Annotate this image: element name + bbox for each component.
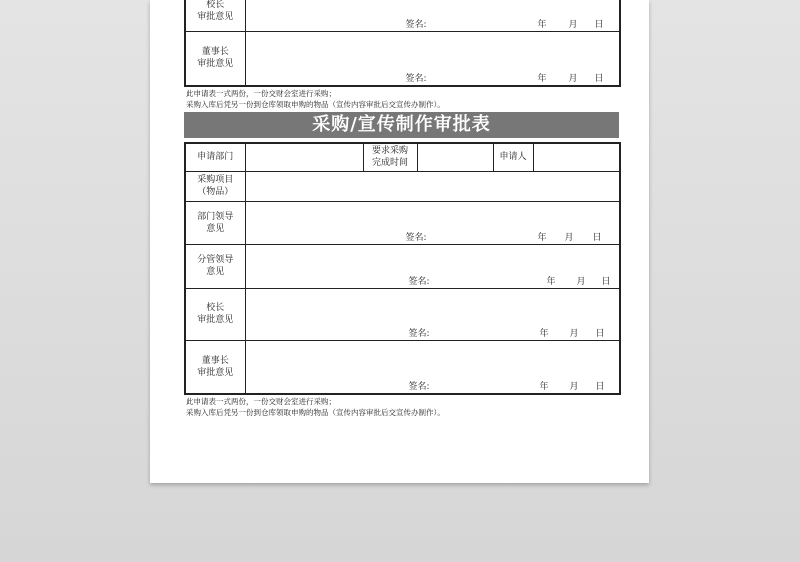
day-label: 日 bbox=[592, 232, 602, 243]
supervisor-sign-line bbox=[246, 274, 620, 286]
applicant-dept-field[interactable] bbox=[245, 143, 363, 171]
principal-sign-line bbox=[246, 326, 620, 338]
dept-leader-sign-line bbox=[246, 230, 620, 242]
day-label: 日 bbox=[595, 328, 605, 339]
item-field[interactable] bbox=[245, 171, 620, 201]
required-time-label-line1: 要求采购 bbox=[371, 146, 408, 157]
item-label-line1: 采购项目 bbox=[197, 175, 234, 185]
top-chairman-label-line2: 审批意见 bbox=[197, 59, 234, 70]
dept-leader-label bbox=[185, 201, 245, 244]
required-time-field[interactable] bbox=[417, 143, 493, 171]
sign-label: 签名: bbox=[405, 19, 427, 30]
top-chairman-row bbox=[185, 31, 620, 86]
top-chairman-label bbox=[185, 31, 245, 86]
chairman-label bbox=[185, 340, 245, 394]
top-chairman-sign-line bbox=[246, 71, 620, 83]
supervisor-label-line2: 意见 bbox=[206, 267, 225, 277]
day-label: 日 bbox=[601, 276, 611, 287]
principal-label bbox=[185, 288, 245, 340]
sign-label: 签名: bbox=[408, 276, 430, 287]
dept-leader-opinion-cell[interactable] bbox=[245, 201, 620, 244]
dept-leader-label-line2: 意见 bbox=[206, 223, 225, 234]
top-principal-label-line1: 校长 bbox=[206, 0, 225, 11]
day-label: 日 bbox=[594, 19, 604, 30]
item-label-line2: （物品） bbox=[197, 187, 234, 197]
principal-label-line2: 审批意见 bbox=[197, 315, 234, 325]
main-approval-table bbox=[184, 142, 621, 395]
day-label: 日 bbox=[595, 382, 605, 392]
bottom-note-line2: 采购入库后凭另一份到仓库领取申购的物品（宣传内容审批后交宣传办制作）。 bbox=[186, 408, 445, 417]
year-label: 年 bbox=[539, 382, 549, 392]
principal-row bbox=[185, 288, 620, 340]
applicant-label: 申请人 bbox=[493, 143, 533, 171]
sign-label: 签名: bbox=[405, 74, 427, 84]
required-time-label-line2: 完成时间 bbox=[371, 158, 408, 169]
form-title: 采购/宣传制作审批表 bbox=[184, 112, 619, 138]
bottom-note bbox=[186, 396, 445, 418]
sign-label: 签名: bbox=[408, 382, 430, 392]
top-principal-sign-line bbox=[246, 17, 620, 29]
month-label: 月 bbox=[568, 74, 578, 84]
sign-label: 签名: bbox=[405, 232, 427, 243]
year-label: 年 bbox=[537, 19, 547, 30]
applicant-dept-label: 申请部门 bbox=[185, 143, 245, 171]
month-label: 月 bbox=[576, 276, 586, 287]
chairman-label-line1: 董事长 bbox=[201, 355, 229, 366]
month-label: 月 bbox=[568, 19, 578, 30]
sign-label: 签名: bbox=[408, 328, 430, 339]
month-label: 月 bbox=[564, 232, 574, 243]
chairman-row bbox=[185, 340, 620, 394]
year-label: 年 bbox=[537, 74, 547, 84]
principal-opinion-cell[interactable] bbox=[245, 288, 620, 340]
item-label bbox=[185, 171, 245, 201]
month-label: 月 bbox=[569, 328, 579, 339]
top-principal-label bbox=[185, 0, 245, 31]
top-approval-table bbox=[184, 0, 621, 87]
year-label: 年 bbox=[546, 276, 556, 287]
top-principal-label-line2: 审批意见 bbox=[197, 12, 234, 23]
year-label: 年 bbox=[539, 328, 549, 339]
supervisor-label-line1: 分管领导 bbox=[197, 255, 234, 265]
supervisor-row bbox=[185, 244, 620, 288]
item-row bbox=[185, 171, 620, 201]
top-principal-opinion-cell[interactable] bbox=[245, 0, 620, 31]
top-note bbox=[186, 88, 445, 110]
bottom-note-line1: 此申请表一式两份，一份交财会室进行采购； bbox=[186, 397, 336, 406]
year-label: 年 bbox=[537, 232, 547, 243]
top-chairman-opinion-cell[interactable] bbox=[245, 31, 620, 86]
supervisor-opinion-cell[interactable] bbox=[245, 244, 620, 288]
month-label: 月 bbox=[569, 382, 579, 392]
header-row bbox=[185, 143, 620, 171]
top-note-line1: 此申请表一式两份，一份交财会室进行采购； bbox=[186, 89, 336, 98]
dept-leader-row bbox=[185, 201, 620, 244]
chairman-opinion-cell[interactable] bbox=[245, 340, 620, 394]
day-label: 日 bbox=[594, 74, 604, 84]
required-time-label bbox=[363, 143, 417, 171]
top-note-line2: 采购入库后凭另一份到仓库领取申购的物品（宣传内容审批后交宣传办制作）。 bbox=[186, 100, 445, 109]
supervisor-label bbox=[185, 244, 245, 288]
top-principal-row bbox=[185, 0, 620, 31]
principal-label-line1: 校长 bbox=[206, 303, 225, 313]
chairman-label-line2: 审批意见 bbox=[197, 367, 234, 378]
applicant-field[interactable] bbox=[533, 143, 620, 171]
top-chairman-label-line1: 董事长 bbox=[201, 47, 229, 58]
dept-leader-label-line1: 部门领导 bbox=[197, 211, 234, 222]
chairman-sign-line bbox=[246, 379, 620, 391]
